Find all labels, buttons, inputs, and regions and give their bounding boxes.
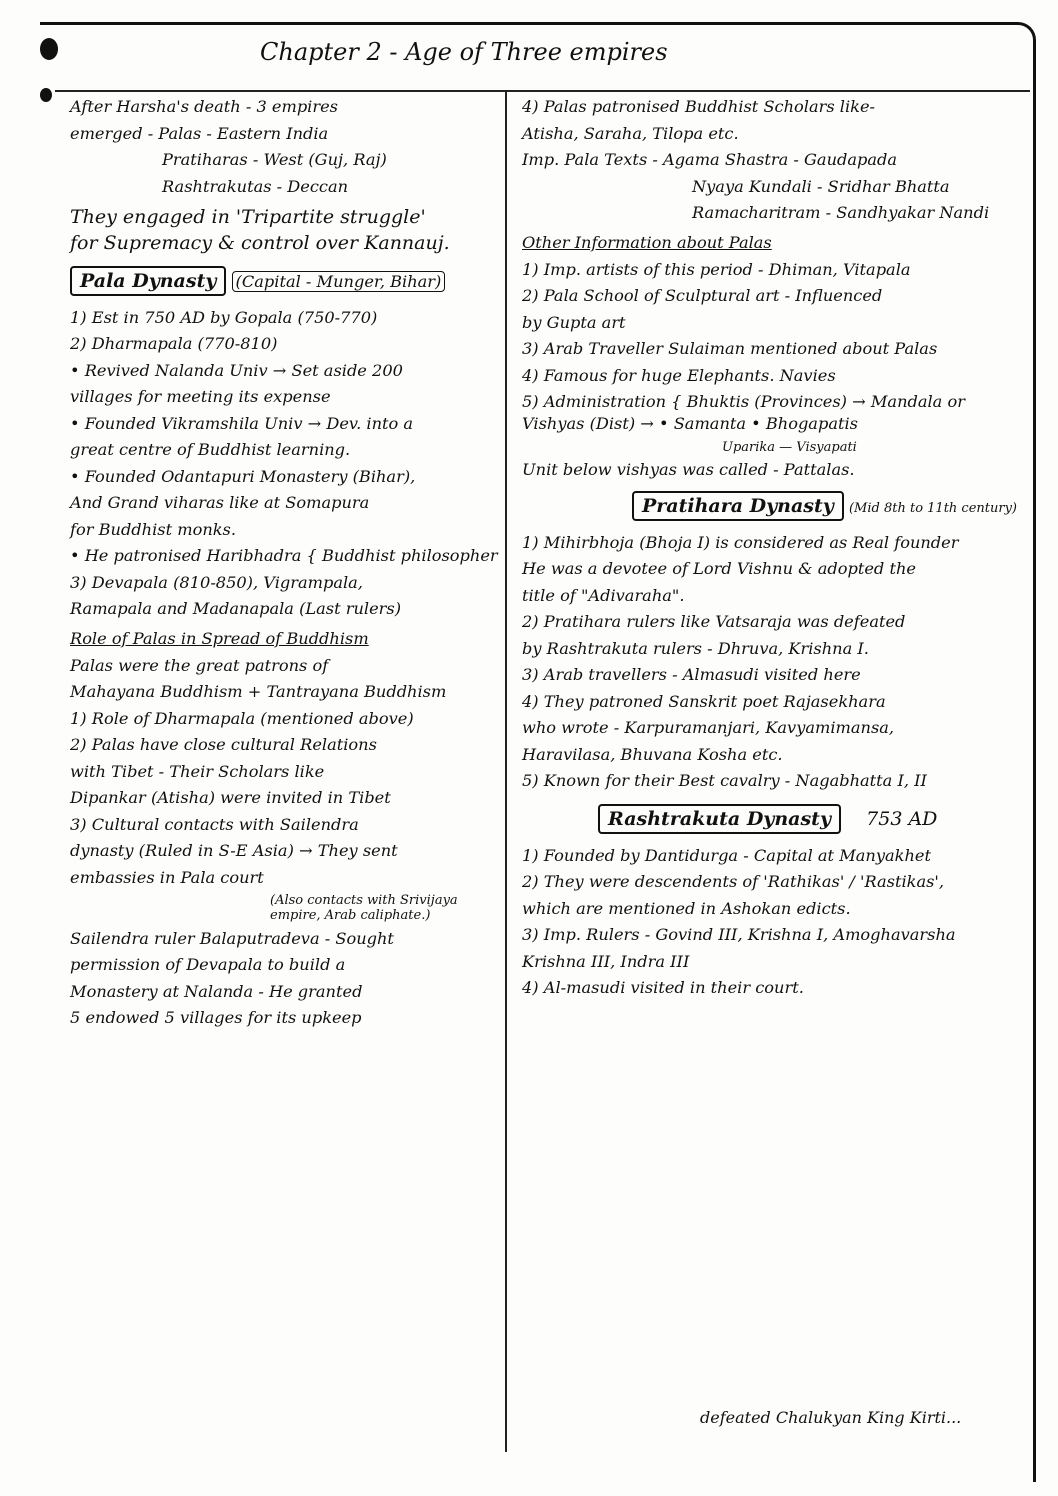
left-line-9: 2) Dharmapala (770-810) [70, 334, 278, 353]
left-side-note: (Also contacts with Srivijaya empire, Arab caliphate.) [270, 893, 458, 923]
right-line-6: 1) Imp. artists of this period - Dhiman, Vitapala [522, 259, 911, 279]
left-column [70, 96, 500, 1034]
right-line-25: 5) Known for their Best cavalry - Nagabhatta I, II [522, 771, 927, 790]
right-line-18: title of "Adivaraha". [522, 585, 685, 605]
right-line-8: by Gupta art [522, 312, 626, 332]
other-info-heading: Other Information about Palas [522, 233, 772, 252]
right-line-24: Haravilasa, Bhuvana Kosha etc. [522, 744, 783, 764]
right-line-29: 2) They were descendents of 'Rathikas' / 'Rastikas', [522, 872, 945, 891]
right-line-9: 3) Arab Traveller Sulaiman mentioned about Palas [522, 339, 938, 358]
left-line-19: Ramapala and Madanapala (Last rulers) [70, 599, 402, 618]
left-line-11: villages for meeting its expense [70, 387, 331, 406]
pratihara-heading-row [522, 489, 1030, 527]
pala-capital: (Capital - Munger, Bihar) [232, 271, 446, 292]
title-rule [55, 90, 1030, 92]
right-line-30: which are mentioned in Ashokan edicts. [522, 898, 851, 918]
footnote: defeated Chalukyan King Kirti... [700, 1408, 962, 1427]
left-line-34: 5 endowed 5 villages for its upkeep [70, 1008, 362, 1027]
buddhism-heading: Role of Palas in Spread of Buddhism [70, 629, 369, 648]
rashtrakuta-dynasty-heading: Rashtrakuta Dynasty [598, 804, 841, 834]
left-line-32: permission of Devapala to build a [70, 955, 346, 974]
right-line-2: Imp. Pala Texts - Agama Shastra - Gaudapada [522, 150, 898, 169]
left-line-27: 3) Cultural contacts with Sailendra [70, 814, 359, 834]
right-line-12: Uparika — Visyapati [722, 439, 857, 455]
left-line-21: Palas were the great patrons of [70, 655, 329, 675]
left-line-29: embassies in Pala court [70, 867, 264, 887]
intro-line-4: Rashtrakutas - Deccan [162, 176, 349, 196]
right-line-23: who wrote - Karpuramanjari, Kavyamimansa, [522, 718, 895, 737]
right-line-22: 4) They patroned Sanskrit poet Rajasekhara [522, 691, 886, 711]
pratihara-period: (Mid 8th to 11th century) [848, 501, 1018, 516]
left-line-12: • Founded Vikramshila Univ → Dev. into a [70, 413, 414, 433]
right-line-32: Krishna III, Indra III [522, 951, 690, 971]
right-line-21: 3) Arab travellers - Almasudi visited here [522, 665, 861, 684]
left-line-25: with Tibet - Their Scholars like [70, 761, 325, 781]
intro-line-3: Pratiharas - West (Guj, Raj) [162, 150, 387, 169]
right-line-4: Ramacharitram - Sandhyakar Nandi [692, 203, 990, 222]
right-line-13: Unit below vishyas was called - Pattalas. [522, 460, 855, 479]
right-line-0: 4) Palas patronised Buddhist Scholars like- [522, 97, 876, 116]
rashtrakuta-heading-row [522, 802, 1030, 840]
left-line-28: dynasty (Ruled in S-E Asia) → They sent [70, 841, 398, 860]
left-line-15: And Grand viharas like at Somapura [70, 493, 370, 512]
right-line-1: Atisha, Saraha, Tilopa etc. [522, 123, 739, 143]
right-line-17: He was a devotee of Lord Vishnu & adopted the [522, 559, 916, 578]
intro-line-5: They engaged in 'Tripartite struggle' [70, 205, 426, 228]
right-line-16: 1) Mihirbhoja (Bhoja I) is considered as Real founder [522, 532, 959, 552]
pala-dynasty-heading: Pala Dynasty [70, 266, 226, 296]
left-line-13: great centre of Buddhist learning. [70, 440, 351, 459]
intro-line-2: emerged - Palas - Eastern India [70, 123, 329, 143]
left-line-16: for Buddhist monks. [70, 519, 237, 539]
right-line-11: 5) Administration { Bhuktis (Provinces) → Mandala or Vishyas (Dist) → • Samanta • Bhogapatis [522, 392, 965, 433]
column-divider [505, 92, 507, 1452]
left-line-33: Monastery at Nalanda - He granted [70, 981, 363, 1001]
right-line-10: 4) Famous for huge Elephants. Navies [522, 365, 836, 385]
left-line-18: 3) Devapala (810-850), Vigrampala, [70, 572, 363, 592]
left-line-24: 2) Palas have close cultural Relations [70, 735, 377, 754]
right-line-20: by Rashtrakuta rulers - Dhruva, Krishna I. [522, 638, 869, 658]
right-line-28: 1) Founded by Dantidurga - Capital at Manyakhet [522, 845, 931, 865]
intro-line-1: After Harsha's death - 3 empires [70, 97, 338, 116]
rashtrakuta-year: 753 AD [866, 808, 938, 830]
right-line-33: 4) Al-masudi visited in their court. [522, 978, 804, 997]
right-line-3: Nyaya Kundali - Sridhar Bhatta [692, 176, 950, 196]
pratihara-dynasty-heading: Pratihara Dynasty [632, 491, 844, 521]
left-line-23: 1) Role of Dharmapala (mentioned above) [70, 708, 414, 728]
page-title: Chapter 2 - Age of Three empires [260, 38, 668, 66]
left-line-8: 1) Est in 750 AD by Gopala (750-770) [70, 307, 378, 327]
intro-line-6: for Supremacy & control over Kannauj. [70, 232, 450, 254]
left-line-17: • He patronised Haribhadra { Buddhist philosopher [70, 546, 498, 565]
left-line-22: Mahayana Buddhism + Tantrayana Buddhism [70, 682, 447, 701]
left-line-14: • Founded Odantapuri Monastery (Bihar), [70, 466, 416, 486]
left-line-26: Dipankar (Atisha) were invited in Tibet [70, 788, 391, 807]
pala-heading-row [70, 264, 500, 302]
right-line-19: 2) Pratihara rulers like Vatsaraja was defeated [522, 612, 906, 631]
left-line-31: Sailendra ruler Balaputradeva - Sought [70, 928, 394, 948]
left-line-10: • Revived Nalanda Univ → Set aside 200 [70, 360, 403, 380]
right-column [522, 96, 1030, 1004]
right-line-31: 3) Imp. Rulers - Govind III, Krishna I, Amoghavarsha [522, 925, 956, 944]
right-line-7: 2) Pala School of Sculptural art - Influenced [522, 286, 883, 305]
